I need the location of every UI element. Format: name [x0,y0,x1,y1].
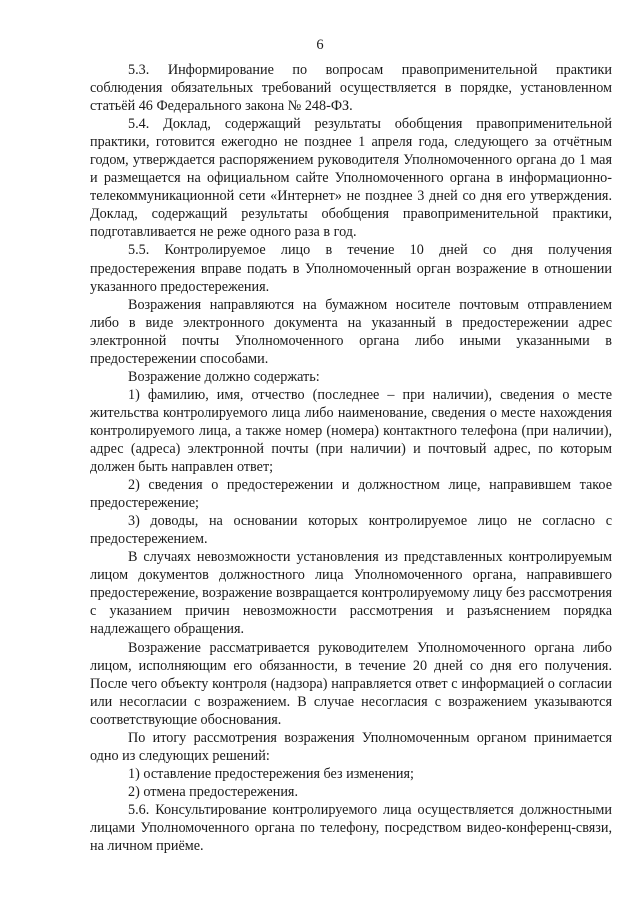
paragraph-objections-delivery: Возражения направляются на бумажном носителе почтовым отправлением либо в виде электронного документа на указанный в предостережении адрес электронной почты Уполномоченного органа либо иными указанными в предостережении способами. [90,296,612,367]
paragraph-5-5: 5.5. Контролируемое лицо в течение 10 дней со дня получения предостережения вправе подать в Уполномоченный орган возражение в отношении указанного предостережения. [90,242,612,295]
paragraph-5-4: 5.4. Доклад, содержащий результаты обобщения правоприменительной практики, готовится ежегодно не позднее 1 апреля года, следующего за отчётным годом, утверждается распоряжением руководителя Уполномоченного органа до 1 мая и размещается на официальном сайте Уполномоченного органа в информационно-телекоммуникационной сети «Интернет» не позднее 3 дней со дня его утверждения. Доклад, содержащий результаты обобщения правоприменительной практики, подготавливается не реже одного раза в год. [90,116,612,241]
decision-item-2: 2) отмена предостережения. [128,783,299,800]
paragraph-5-6: 5.6. Консультирование контролируемого лица осуществляется должностными лицами Уполномоченного органа по телефону, посредством видео-конференц-связи, на личном приёме. [90,801,612,855]
document-body [90,61,612,855]
paragraph-5-3: 5.3. Информирование по вопросам правоприменительной практики соблюдения обязательных требований осуществляется в порядке, установленном статьёй 46 Федерального закона № 248-ФЗ. [90,62,612,115]
page-number: 6 [316,37,324,53]
paragraph-decision-options: По итогу рассмотрения возражения Уполномоченным органом принимается одно из следующих решений: [90,729,612,764]
paragraph-review-period: Возражение рассматривается руководителем Уполномоченного органа либо лицом, исполняющим его обязанности, в течение 20 дней со дня его получения. После чего объекту контроля (надзора) направляется ответ с информацией о согласии или несогласии с возражением. В случае несогласия с возражением указываются соответствующие обоснования. [90,639,612,728]
paragraph-objection-contents: Возражение должно содержать: [128,368,320,385]
list-item-1-identity: 1) фамилию, имя, отчество (последнее – при наличии), сведения о месте жительства контролируемого лица либо наименование, сведения о месте нахождения контролируемого лица, а также номер (номера) контактного телефона (при наличии), адрес (адреса) электронной почты (при наличии) и почтовый адрес, по которым должен быть направлен ответ; [90,386,612,476]
paragraph-return-without-review: В случаях невозможности установления из представленных контролируемым лицом документов должностного лица Уполномоченного органа, направившего предостережение, возражение возвращается контролируемому лицу без рассмотрения с указанием причин невозможности рассмотрения и разъяснением порядка надлежащего обращения. [90,549,612,638]
decision-item-1: 1) оставление предостережения без изменения; [128,765,414,782]
list-item-2-warning-info: 2) сведения о предостережении и должностном лице, направившем такое предостережение; [90,477,612,512]
list-item-3-arguments: 3) доводы, на основании которых контролируемое лицо не согласно с предостережением. [90,513,612,548]
